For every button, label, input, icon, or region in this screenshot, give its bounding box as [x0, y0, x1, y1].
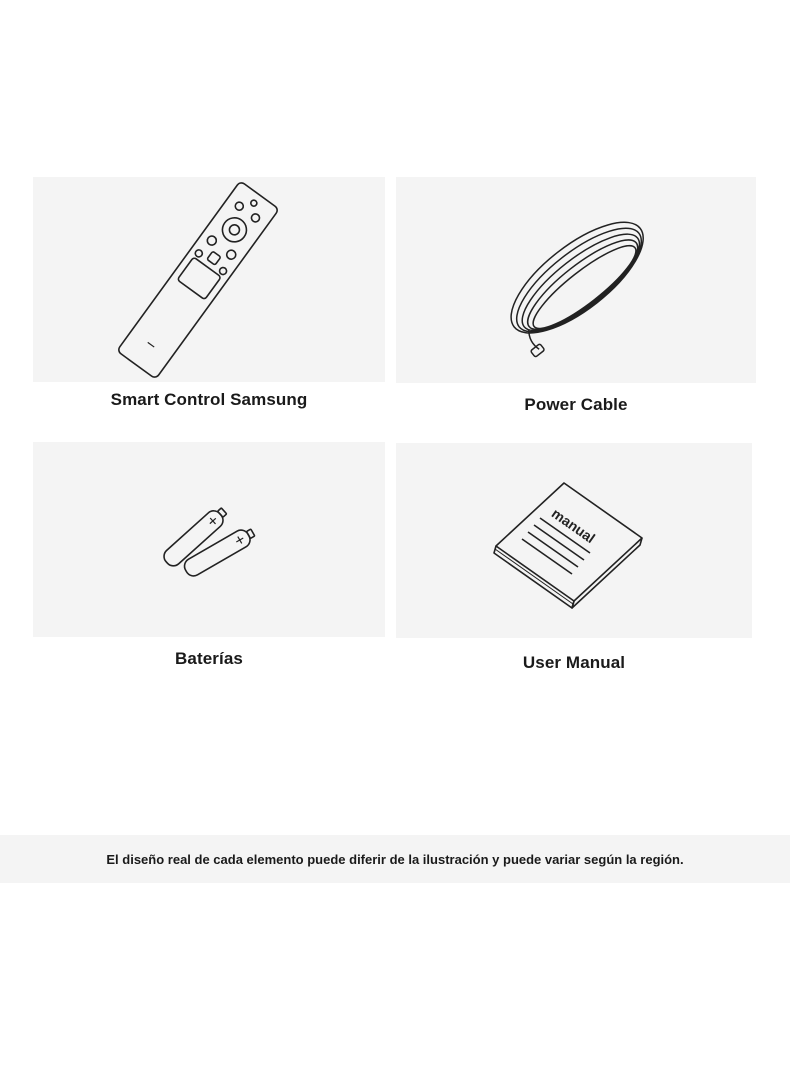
batteries-panel — [33, 442, 385, 637]
user-manual-panel — [396, 443, 752, 638]
user-manual-icon — [396, 443, 752, 638]
power-cable-icon — [396, 177, 756, 383]
batteries-caption: Baterías — [175, 649, 243, 668]
batteries-icon — [33, 442, 385, 637]
power-cable-caption: Power Cable — [524, 395, 628, 414]
disclaimer-bar — [0, 835, 790, 883]
remote-caption: Smart Control Samsung — [110, 390, 308, 409]
manual-cover-text: manual — [548, 505, 599, 547]
user-manual-caption: User Manual — [522, 653, 626, 672]
remote-panel — [33, 177, 385, 382]
power-cable-panel — [396, 177, 756, 383]
remote-control-icon — [33, 177, 385, 382]
disclaimer-text: El diseño real de cada elemento puede diferir de la ilustración y puede variar según la región. — [106, 851, 684, 867]
